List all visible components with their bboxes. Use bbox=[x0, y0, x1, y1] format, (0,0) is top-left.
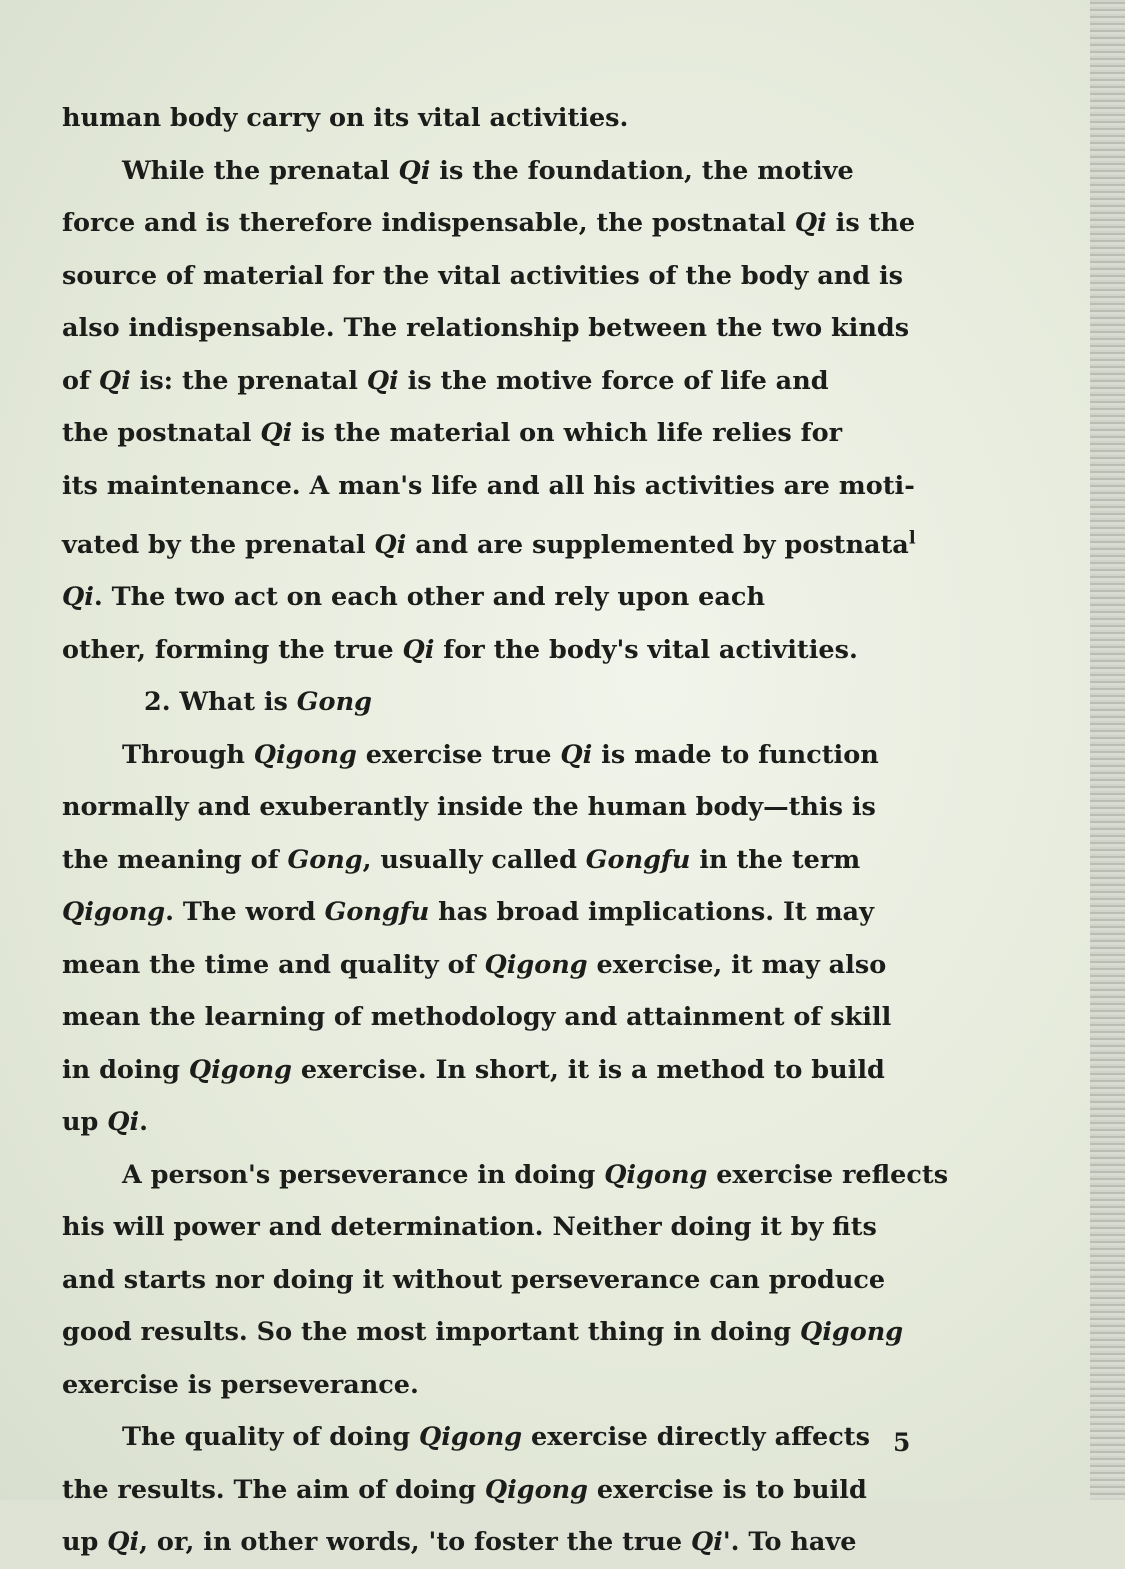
italic-term: Qi bbox=[402, 634, 435, 665]
text-line: mean the time and quality of Qigong exercise, it may also bbox=[62, 949, 887, 980]
italic-term: Qigong bbox=[188, 1054, 292, 1085]
text-line: normally and exuberantly inside the human body—this is bbox=[62, 792, 876, 822]
text-line: of Qi is: the prenatal Qi is the motive force of life and bbox=[62, 365, 829, 396]
page-body bbox=[62, 92, 962, 1569]
paragraph-gong-meaning bbox=[62, 729, 962, 1149]
italic-term: Qi bbox=[794, 208, 827, 238]
italic-term: Qi bbox=[690, 1527, 723, 1557]
italic-term: Gongfu bbox=[324, 897, 430, 927]
text-line: exercise is perseverance. bbox=[62, 1369, 419, 1400]
italic-term: Qigong bbox=[484, 949, 588, 980]
text-line: the results. The aim of doing Qigong exercise is to build bbox=[62, 1474, 867, 1505]
text-line: 2. What is Gong bbox=[144, 687, 372, 717]
italic-term: Qi bbox=[62, 582, 94, 612]
text-line: also indispensable. The relationship between the two kinds bbox=[62, 313, 910, 343]
italic-term: Qi bbox=[366, 365, 399, 396]
text-line: While the prenatal Qi is the foundation, the motive bbox=[122, 155, 854, 186]
italic-term: Qi bbox=[560, 739, 593, 770]
italic-term: Qi bbox=[107, 1107, 140, 1137]
text-line: The quality of doing Qigong exercise directly affects bbox=[122, 1422, 870, 1452]
italic-term: Qigong bbox=[799, 1317, 904, 1347]
italic-term: Qigong bbox=[62, 897, 166, 927]
text-line: mean the learning of methodology and attainment of skill bbox=[62, 1002, 892, 1032]
paragraph-continuation bbox=[62, 92, 962, 145]
text-line: its maintenance. A man's life and all his activities are moti- bbox=[62, 470, 915, 501]
italic-term: Qigong bbox=[419, 1422, 523, 1452]
text-line: up Qi. bbox=[62, 1107, 149, 1137]
italic-term: Gongfu bbox=[585, 844, 691, 875]
text-line: his will power and determination. Neither doing it by fits bbox=[62, 1212, 877, 1242]
section-heading bbox=[62, 676, 962, 729]
text-line: A person's perseverance in doing Qigong exercise reflects bbox=[122, 1159, 949, 1190]
text-line: source of material for the vital activities of the body and is bbox=[62, 260, 904, 291]
text-line: the meaning of Gong, usually called Gongfu in the term bbox=[62, 844, 861, 875]
paragraph-perseverance bbox=[62, 1149, 962, 1412]
italic-term: Qigong bbox=[604, 1159, 708, 1190]
italic-term: Qigong bbox=[253, 739, 357, 770]
italic-term: Qi bbox=[374, 529, 407, 560]
text-line: and starts nor doing it without perseverance can produce bbox=[62, 1264, 886, 1295]
text-line: up Qi, or, in other words, 'to foster the true Qi'. To have bbox=[62, 1527, 857, 1557]
text-line: good results. So the most important thing in doing Qigong bbox=[62, 1317, 904, 1347]
page-stack-edge bbox=[1090, 0, 1125, 1500]
italic-term: Qi bbox=[107, 1527, 140, 1557]
text-line: other, forming the true Qi for the body's vital activities. bbox=[62, 634, 858, 665]
superscript-mark: l bbox=[908, 527, 916, 548]
text-line: human body carry on its vital activities. bbox=[62, 103, 629, 133]
paragraph-quality bbox=[62, 1411, 962, 1569]
italic-term: Qigong bbox=[484, 1474, 588, 1505]
text-line: in doing Qigong exercise. In short, it is a method to build bbox=[62, 1054, 885, 1085]
italic-term: Qi bbox=[398, 155, 431, 186]
text-line: Through Qigong exercise true Qi is made to function bbox=[122, 739, 879, 770]
paragraph-qi-relationship bbox=[62, 145, 962, 677]
text-line: Qigong. The word Gongfu has broad implications. It may bbox=[62, 897, 874, 927]
italic-term: Qi bbox=[260, 418, 293, 448]
italic-term: Qi bbox=[98, 365, 131, 396]
text-line: the postnatal Qi is the material on which life relies for bbox=[62, 418, 843, 448]
italic-term: Gong bbox=[296, 687, 372, 717]
italic-term: Gong bbox=[287, 844, 363, 875]
text-line: vated by the prenatal Qi and are supplemented by postnata$^l$ bbox=[62, 527, 916, 560]
text-line: force and is therefore indispensable, the postnatal Qi is the bbox=[62, 208, 916, 238]
page-number: 5 bbox=[893, 1428, 911, 1457]
text-line: Qi. The two act on each other and rely upon each bbox=[62, 582, 765, 612]
